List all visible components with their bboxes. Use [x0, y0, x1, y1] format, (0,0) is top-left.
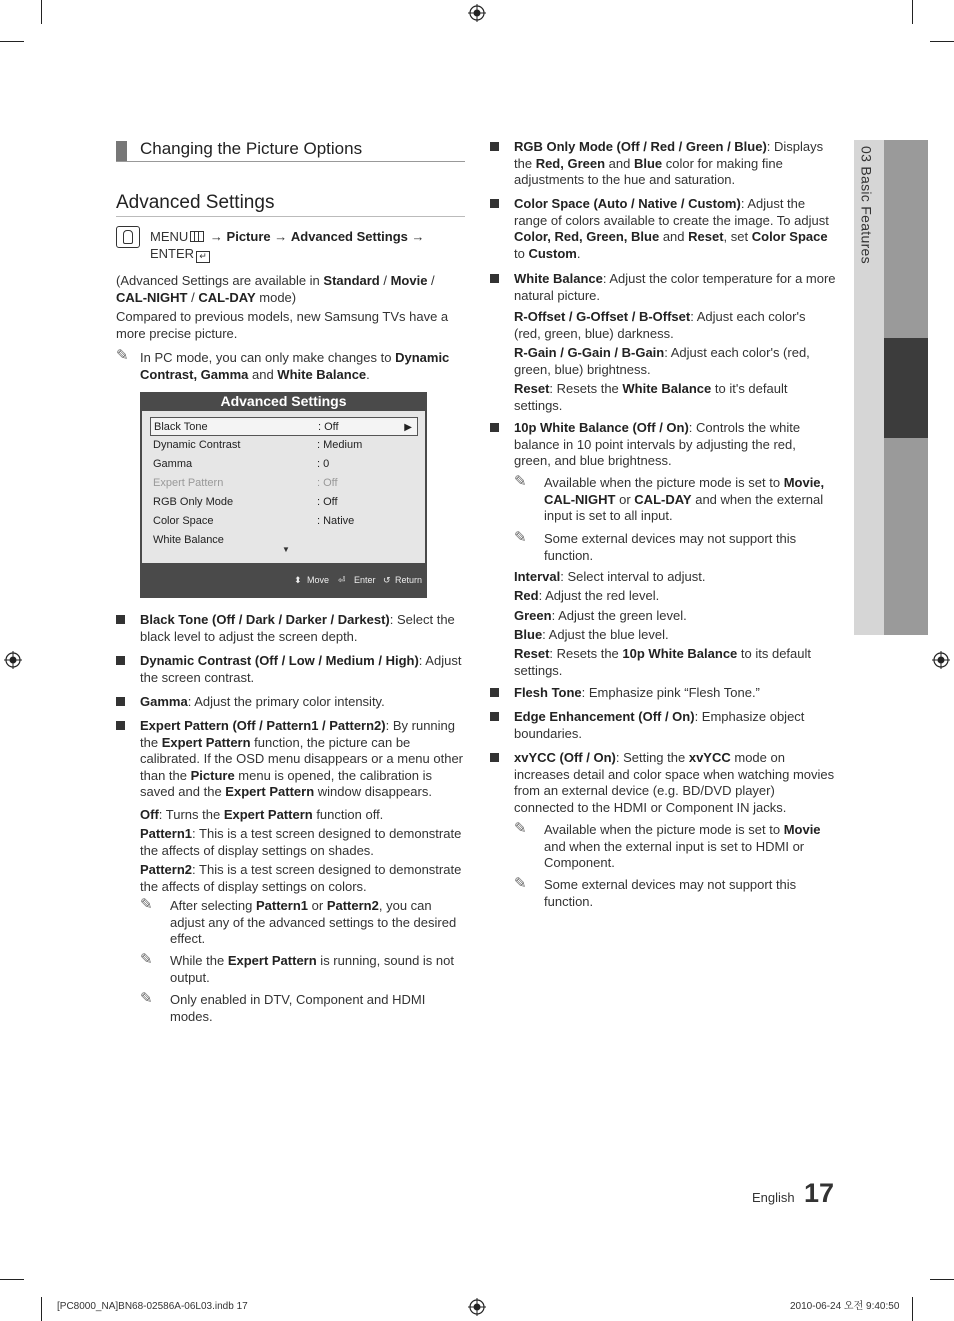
crop-mark	[930, 41, 954, 42]
bullet	[490, 712, 499, 721]
10p-green: Green: Adjust the green level.	[514, 608, 687, 623]
wb-offset: R-Offset / G-Offset / B-Offset: Adjust each color's (red, green, blue) darkness.	[514, 309, 806, 341]
item-color-space: Color Space (Auto / Native / Custom): Adjust the range of colors available to create the image. To adjust Color, Red, Green, Blue and Reset, set Color Space to Custom.	[514, 196, 829, 261]
crop-mark	[41, 0, 42, 24]
note-xvycc-availability: Available when the picture mode is set to Movie and when the external input is set to HDMI or Component.	[544, 822, 821, 871]
expert-pattern1: Pattern1: This is a test screen designed to demonstrate the affects of display settings on shades.	[140, 826, 462, 858]
intro-availability: (Advanced Settings are available in Standard / Movie / CAL-NIGHT / CAL-DAY mode)	[116, 273, 435, 305]
crop-mark	[930, 1279, 954, 1280]
note-10p-devices: Some external devices may not support this function.	[544, 531, 797, 563]
bullet	[490, 274, 499, 283]
move-icon: ⬍	[294, 575, 302, 585]
move-label: Move	[307, 575, 330, 585]
scroll-down-icon[interactable]: ▼	[282, 545, 290, 554]
advanced-label: Advanced Settings	[290, 229, 408, 244]
osd-item-expert-pattern: Expert Pattern : Off	[153, 477, 338, 489]
menu-label: MENU	[150, 229, 189, 244]
10p-blue: Blue: Adjust the blue level.	[514, 627, 669, 642]
note-modes: Only enabled in DTV, Component and HDMI modes.	[170, 992, 426, 1024]
item-dynamic-contrast: Dynamic Contrast (Off / Low / Medium / High): Adjust the screen contrast.	[140, 653, 462, 685]
return-icon: ↺	[383, 575, 391, 585]
footer-timestamp: 2010-06-24 오전 9:40:50	[790, 1301, 900, 1312]
osd-item-rgb-only-mode[interactable]: RGB Only Mode : Off	[153, 496, 338, 508]
section-heading-text: Changing the Picture Options	[140, 139, 363, 158]
crop-mark	[912, 1297, 913, 1321]
note-pattern-select: After selecting Pattern1 or Pattern2, you can adjust any of the advanced settings to the desired effect.	[170, 898, 457, 947]
registration-mark-icon	[4, 651, 22, 669]
right-arrow-icon: ▶	[404, 422, 412, 433]
footer-file: [PC8000_NA]BN68-02586A-06L03.indb 17	[57, 1301, 248, 1312]
item-xvycc: xvYCC (Off / On): Setting the xvYCC mode on increases detail and color space when watching movies from an external device (e.g. BD/DVD player) connected to the HDMI or Component IN jacks.	[514, 750, 835, 815]
bullet	[116, 615, 125, 624]
pencil-note-icon: ✎	[140, 989, 153, 1007]
pencil-note-icon: ✎	[514, 819, 527, 837]
osd-item-white-balance[interactable]: White Balance	[153, 534, 224, 546]
section-heading	[116, 139, 465, 162]
item-expert-pattern: Expert Pattern (Off / Pattern1 / Pattern2): By running the Expert Pattern function, the picture can be calibrated. If the OSD menu disappears or a menu other than the Picture menu is opened, the calibration is saved and the Expert Pattern window disappears.	[140, 718, 464, 800]
crop-mark	[0, 1279, 24, 1280]
bullet	[490, 423, 499, 432]
10p-reset: Reset: Resets the 10p White Balance to its default settings.	[514, 646, 811, 678]
note-pc-mode: In PC mode, you can only make changes to Dynamic Contrast, Gamma and White Balance.	[140, 350, 450, 382]
item-flesh-tone: Flesh Tone: Emphasize pink “Flesh Tone.”	[514, 685, 760, 700]
enter-label: Enter	[354, 575, 376, 585]
picture-label: Picture	[226, 229, 271, 244]
page-title: Advanced Settings	[116, 192, 465, 217]
item-rgb-only-mode: RGB Only Mode (Off / Red / Green / Blue): Displays the Red, Green and Blue color for making fine adjustments to the hue and saturation.	[514, 139, 824, 188]
intro-compare: Compared to previous models, new Samsung TVs have a more precise picture.	[116, 309, 449, 341]
pencil-note-icon: ✎	[140, 950, 153, 968]
note-xvycc-devices: Some external devices may not support this function.	[544, 877, 797, 909]
item-black-tone: Black Tone (Off / Dark / Darker / Darkest): Select the black level to adjust the screen depth.	[140, 612, 455, 644]
pencil-note-icon: ✎	[514, 528, 527, 546]
hand-icon	[116, 226, 140, 248]
bullet	[116, 697, 125, 706]
osd-menu	[140, 392, 427, 598]
registration-mark-icon	[468, 4, 486, 22]
registration-mark-icon	[932, 651, 950, 669]
chapter-strip	[884, 438, 928, 635]
osd-body	[142, 411, 425, 563]
bullet	[490, 688, 499, 697]
pencil-note-icon: ✎	[140, 895, 153, 913]
item-gamma: Gamma: Adjust the primary color intensity.	[140, 694, 385, 709]
osd-title: Advanced Settings	[220, 393, 347, 409]
heading-bar	[116, 141, 127, 161]
menu-icon	[190, 231, 204, 242]
pencil-note-icon: ✎	[514, 874, 527, 892]
expert-pattern2: Pattern2: This is a test screen designed to demonstrate the affects of display settings on colors.	[140, 862, 462, 894]
menu-path	[150, 229, 460, 263]
chapter-tab-label: 03 Basic Features	[858, 146, 875, 264]
arrow: →	[411, 229, 425, 244]
chapter-tab	[854, 140, 884, 635]
osd-item-color-space[interactable]: Color Space : Native	[153, 515, 355, 527]
expert-off: Off: Turns the Expert Pattern function off.	[140, 807, 384, 822]
pencil-note-icon: ✎	[514, 472, 527, 490]
bullet	[490, 142, 499, 151]
registration-mark-icon	[468, 1298, 486, 1316]
note-sound: While the Expert Pattern is running, sound is not output.	[170, 953, 454, 985]
crop-mark	[41, 1297, 42, 1321]
item-10p-white-balance: 10p White Balance (Off / On): Controls the white balance in 10 point intervals by adjusting the red, green, and blue brightness.	[514, 420, 801, 469]
enter-icon: ⏎	[338, 575, 346, 585]
osd-footer	[140, 563, 427, 598]
wb-reset: Reset: Resets the White Balance to it's default settings.	[514, 381, 788, 413]
note-10p-availability: Available when the picture mode is set to Movie, CAL-NIGHT or CAL-DAY and when the external input is set to all input.	[544, 475, 825, 524]
item-white-balance: White Balance: Adjust the color temperature for a more natural picture.	[514, 271, 836, 303]
chapter-strip-active	[884, 338, 928, 438]
arrow: →	[274, 229, 288, 244]
crop-mark	[912, 0, 913, 24]
10p-interval: Interval: Select interval to adjust.	[514, 569, 706, 584]
bullet	[116, 721, 125, 730]
item-edge-enhancement: Edge Enhancement (Off / On): Emphasize object boundaries.	[514, 709, 805, 741]
crop-mark	[0, 41, 24, 42]
page-number: 17	[804, 1178, 835, 1208]
bullet	[490, 199, 499, 208]
osd-item-gamma[interactable]: Gamma : 0	[153, 458, 330, 470]
pencil-note-icon: ✎	[116, 346, 129, 364]
chapter-strip	[884, 140, 928, 338]
enter-icon: ↵	[196, 251, 210, 263]
return-label: Return	[395, 575, 423, 585]
osd-item-black-tone[interactable]: Black Tone : Off ▶	[150, 417, 418, 436]
10p-red: Red: Adjust the red level.	[514, 588, 660, 603]
wb-gain: R-Gain / G-Gain / B-Gain: Adjust each color's (red, green, blue) brightness.	[514, 345, 810, 377]
bullet	[490, 753, 499, 762]
osd-item-dynamic-contrast[interactable]: Dynamic Contrast : Medium	[153, 439, 363, 451]
bullet	[116, 656, 125, 665]
page-language: English	[752, 1190, 795, 1205]
arrow: →	[209, 229, 223, 244]
enter-label: ENTER	[150, 245, 195, 261]
